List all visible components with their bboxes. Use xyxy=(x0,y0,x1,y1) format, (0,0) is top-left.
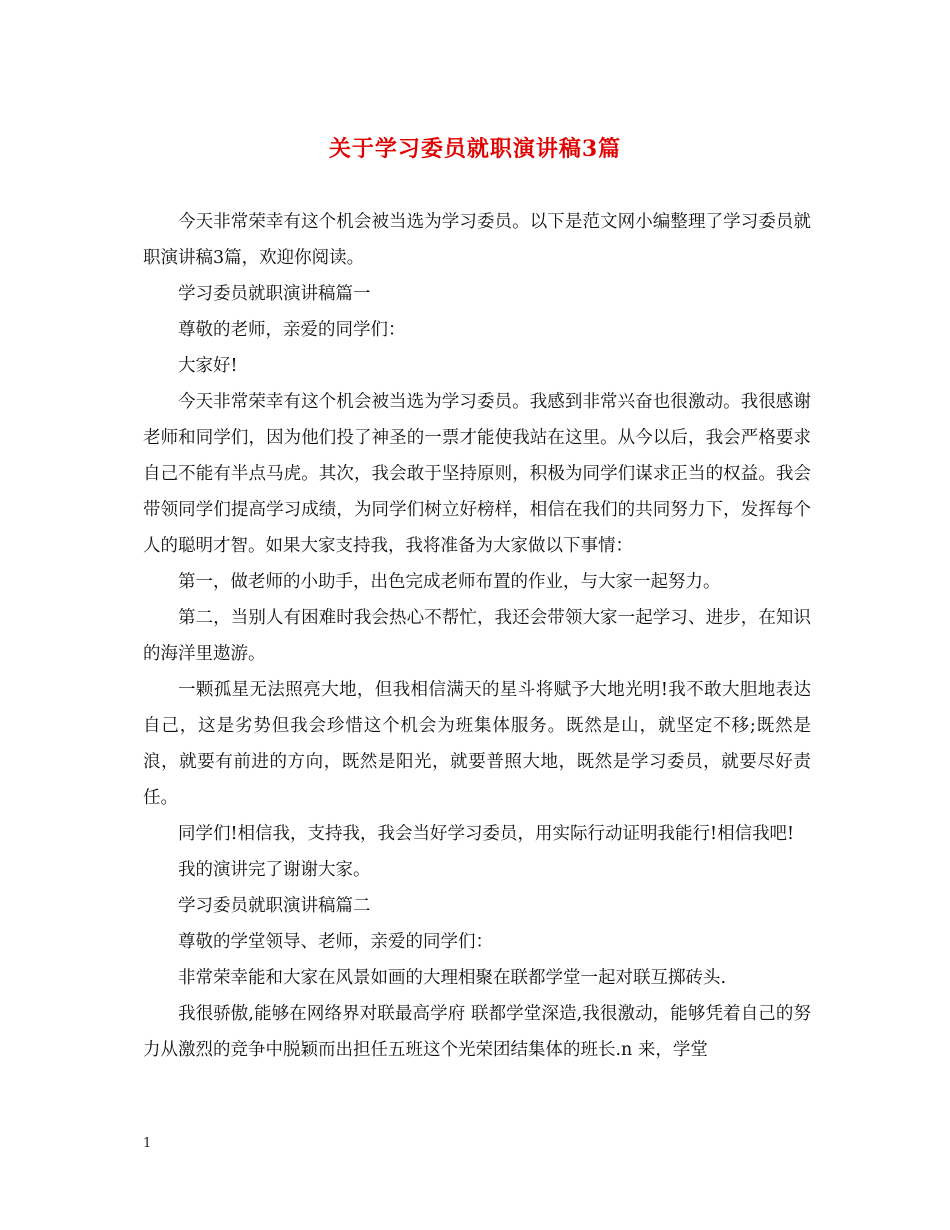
paragraph: 非常荣幸能和大家在风景如画的大理相聚在联都学堂一起对联互掷砖头. xyxy=(178,968,727,988)
paragraph: 我很骄傲,能够在网络界对联最高学府 联都学堂深造,我很激动，能够凭着自己的努力从激烈的竞争中脱颖而出担任五班这个光荣团结集体的班长.n 来，学堂 xyxy=(143,1004,811,1060)
paragraph: 同学们!相信我，支持我，我会当好学习委员，用实际行动证明我能行!相信我吧! xyxy=(178,824,795,844)
section-heading-2: 学习委员就职演讲稿篇二 xyxy=(178,896,371,916)
document-body xyxy=(143,204,811,1068)
salutation: 尊敬的老师，亲爱的同学们： xyxy=(178,320,406,340)
paragraph: 今天非常荣幸有这个机会被当选为学习委员。我感到非常兴奋也很激动。我很感谢老师和同学们，因为他们投了神圣的一票才能使我站在这里。从今以后，我会严格要求自己不能有半点马虎。其次，我会敢于坚持原则，积极为同学们谋求正当的权益。我会带领同学们提高学习成绩，为同学们树立好榜样，相信在我们的共同努力下，发挥每个人的聪明才智。如果大家支持我，我将准备为大家做以下事情： xyxy=(143,392,811,556)
paragraph: 一颗孤星无法照亮大地，但我相信满天的星斗将赋予大地光明!我不敢大胆地表达自己，这是劣势但我会珍惜这个机会为班集体服务。既然是山，就坚定不移;既然是浪，就要有前进的方向，既然是阳光，就要普照大地，既然是学习委员，就要尽好责任。 xyxy=(143,680,811,808)
paragraph: 第一，做老师的小助手，出色完成老师布置的作业，与大家一起努力。 xyxy=(178,572,721,592)
greeting: 大家好! xyxy=(178,356,238,376)
document-title: 关于学习委员就职演讲稿3篇 xyxy=(328,136,622,162)
section-heading-1: 学习委员就职演讲稿篇一 xyxy=(178,284,371,304)
paragraph-intro: 今天非常荣幸有这个机会被当选为学习委员。以下是范文网小编整理了学习委员就职演讲稿3篇，欢迎你阅读。 xyxy=(143,212,811,268)
closing: 我的演讲完了谢谢大家。 xyxy=(178,860,371,880)
salutation: 尊敬的学堂领导、老师，亲爱的同学们： xyxy=(178,932,493,952)
page-number: 1 xyxy=(143,1136,152,1151)
paragraph: 第二，当别人有困难时我会热心不帮忙，我还会带领大家一起学习、进步，在知识的海洋里遨游。 xyxy=(143,608,811,664)
